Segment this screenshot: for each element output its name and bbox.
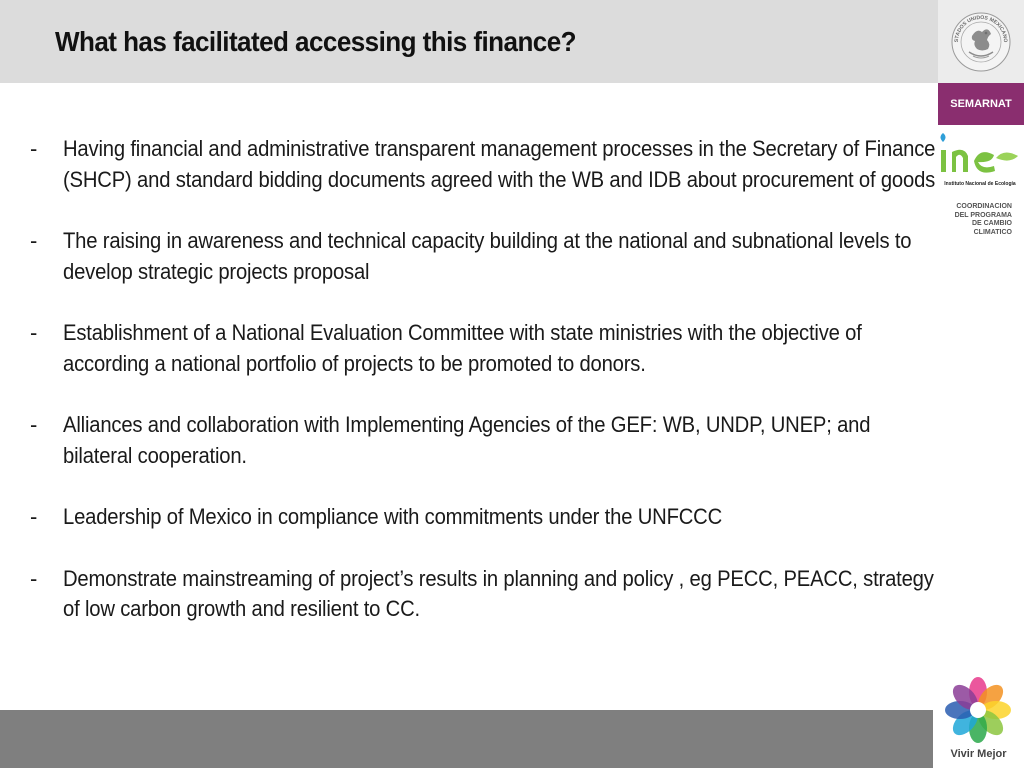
- coordination-label: [955, 203, 1012, 237]
- bullet-text: Having financial and administrative transparent management processes in the Secretary of Finance (SHCP) and standard bidding documents agreed with the WB and IDB about procurement of goods: [63, 136, 936, 192]
- coordination-line: DEL PROGRAMA: [954, 211, 1012, 219]
- bullet-text: Demonstrate mainstreaming of project’s results in planning and policy , eg PECC, PEACC, strategy of low carbon growth and resilient to CC.: [63, 565, 934, 621]
- bullet-item: [27, 502, 927, 533]
- bullet-marker: -: [30, 136, 38, 161]
- bullet-marker: -: [30, 320, 38, 345]
- bullet-text: Leadership of Mexico in compliance with commitments under the UNFCCC: [63, 504, 723, 529]
- coordination-line: DE CAMBIO: [971, 220, 1012, 227]
- footer-band: [0, 710, 933, 768]
- bullet-item: [27, 564, 934, 625]
- semarnat-label: SEMARNAT: [950, 98, 1012, 110]
- mexican-seal-logo: [950, 6, 1012, 76]
- slide-title: What has facilitated accessing this finance?: [55, 26, 577, 57]
- title-band: [0, 0, 938, 83]
- bullet-item: [27, 318, 927, 379]
- bullet-text: The raising in awareness and technical capacity building at the national and subnational levels to develop strategic projects proposal: [63, 228, 912, 284]
- bullet-item: [27, 134, 936, 195]
- bullet-text: Establishment of a National Evaluation Committee with state ministries with the objective of according a national portfolio of projects to be promoted to donors.: [63, 320, 862, 376]
- coordination-line: COORDINACION: [956, 203, 1012, 210]
- seal-panel: [938, 0, 1024, 83]
- bullet-text: Alliances and collaboration with Implementing Agencies of the GEF: WB, UNDP, UNEP; and bilateral cooperation.: [63, 412, 871, 468]
- bullet-marker: -: [30, 504, 38, 529]
- bullet-item: [27, 226, 927, 287]
- bullet-list: [27, 134, 936, 625]
- coordination-line: CLIMATICO: [973, 228, 1012, 236]
- semarnat-logo: [938, 83, 1024, 125]
- bullet-marker: -: [30, 412, 38, 437]
- bullet-marker: -: [30, 228, 38, 253]
- bullet-item: [27, 410, 927, 471]
- flower-logo-icon: [942, 674, 1014, 746]
- vivir-mejor-logo: [933, 670, 1024, 768]
- seal-text: STADOS UNIDOS MEXICANO: [953, 14, 1009, 43]
- ine-caption: Instituto Nacional de Ecología: [944, 181, 1016, 187]
- bullet-marker: -: [30, 565, 38, 591]
- vivir-mejor-label: Vivir Mejor: [950, 748, 1007, 760]
